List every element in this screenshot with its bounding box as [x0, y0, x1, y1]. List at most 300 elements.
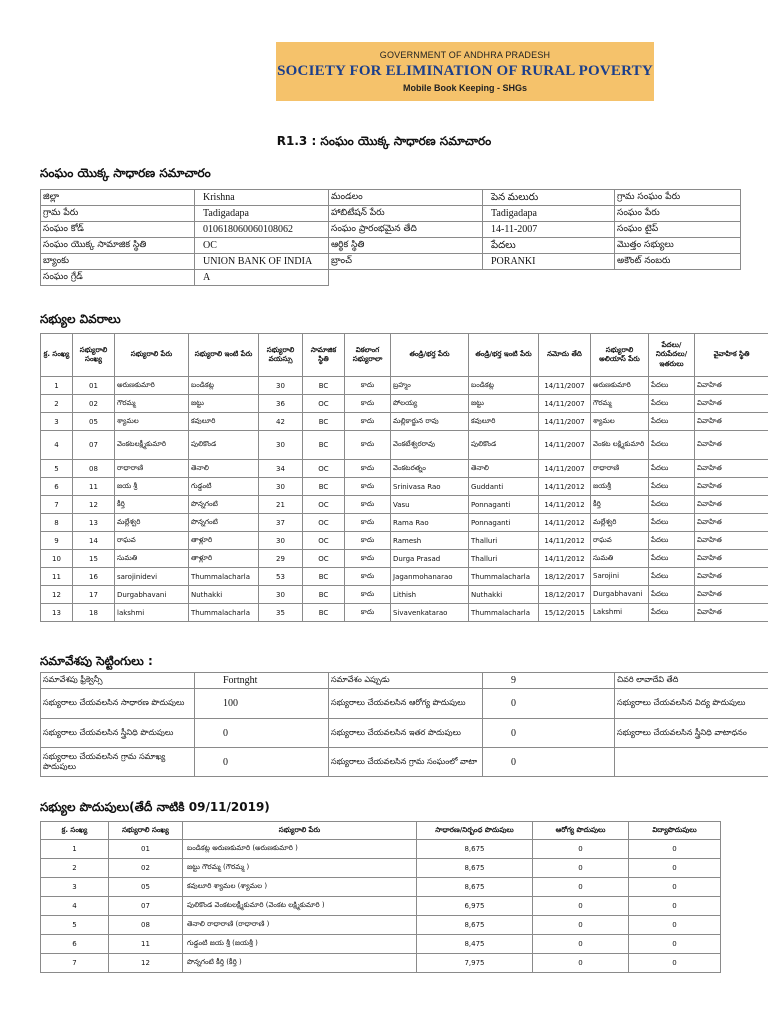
- savings-row: [41, 916, 721, 935]
- member-cell: తాళ్లూరి: [189, 532, 259, 550]
- member-cell: OC: [303, 496, 345, 514]
- member-cell: 07: [73, 431, 115, 460]
- member-cell: పేదలు: [649, 514, 695, 532]
- member-cell: 9: [41, 532, 73, 550]
- info-label: సంఘం కోడ్: [41, 222, 195, 238]
- member-row: [41, 604, 768, 622]
- member-cell: వివాహిత: [695, 568, 768, 586]
- info-value: Tadigadapa: [195, 206, 329, 222]
- info-value: పేదలు: [483, 238, 615, 254]
- member-cell: 18/12/2017: [539, 568, 591, 586]
- savings-cell: 8,675: [417, 859, 533, 878]
- member-cell: పేదలు: [649, 496, 695, 514]
- member-cell: Sivavenkatarao: [391, 604, 469, 622]
- member-row: [41, 431, 768, 460]
- savings-cell: తెనాలి రాధారాణి (రాధారాణి ): [183, 916, 417, 935]
- member-cell: గుడ్డంటి: [189, 478, 259, 496]
- member-cell: సుమతి: [591, 550, 649, 568]
- savings-cell: 7,975: [417, 954, 533, 973]
- member-cell: 14/11/2007: [539, 431, 591, 460]
- savings-column-header: క్ర. సంఖ్య: [41, 822, 109, 840]
- member-row: [41, 377, 768, 395]
- members-column-header: తండ్రి/భర్త పేరు: [391, 334, 469, 377]
- savings-column-header: ఆరోగ్య పొదుపులు: [533, 822, 629, 840]
- meeting-label: సమావేశం ఎప్పుడు: [329, 673, 483, 689]
- savings-cell: 0: [629, 954, 721, 973]
- savings-cell: 8,675: [417, 878, 533, 897]
- info-value: 14-11-2007: [483, 222, 615, 238]
- member-cell: కవులూరి: [469, 413, 539, 431]
- member-cell: 14/11/2012: [539, 514, 591, 532]
- member-cell: 30: [259, 586, 303, 604]
- member-row: [41, 532, 768, 550]
- member-cell: కీర్తి: [115, 496, 189, 514]
- member-cell: BC: [303, 377, 345, 395]
- member-cell: BC: [303, 604, 345, 622]
- member-cell: Sarojini: [591, 568, 649, 586]
- savings-cell: 8,475: [417, 935, 533, 954]
- member-row: [41, 550, 768, 568]
- meeting-row: [41, 689, 768, 719]
- member-cell: కాదు: [345, 568, 391, 586]
- savings-column-header: విద్యాపొదుపులు: [629, 822, 721, 840]
- member-cell: పేదలు: [649, 460, 695, 478]
- member-cell: కాదు: [345, 395, 391, 413]
- member-cell: వివాహిత: [695, 604, 768, 622]
- member-cell: పేదలు: [649, 604, 695, 622]
- grade-value: A: [195, 270, 329, 286]
- member-cell: Rama Rao: [391, 514, 469, 532]
- members-column-header: సభ్యురాలి సంఖ్య: [73, 334, 115, 377]
- savings-cell: 05: [109, 878, 183, 897]
- member-cell: వివాహిత: [695, 532, 768, 550]
- meeting-value: 100: [195, 689, 329, 719]
- member-cell: వెంకటలక్ష్మీకుమారి: [115, 431, 189, 460]
- info-value: OC: [195, 238, 329, 254]
- savings-cell: 4: [41, 897, 109, 916]
- meeting-value: Fortnght: [195, 673, 329, 689]
- member-cell: గౌరమ్మ: [115, 395, 189, 413]
- member-cell: 14/11/2007: [539, 377, 591, 395]
- member-cell: పేదలు: [649, 413, 695, 431]
- savings-column-header: సభ్యురాలి సంఖ్య: [109, 822, 183, 840]
- member-cell: 35: [259, 604, 303, 622]
- member-cell: 36: [259, 395, 303, 413]
- savings-cell: 3: [41, 878, 109, 897]
- savings-cell: 0: [629, 897, 721, 916]
- member-cell: 11: [73, 478, 115, 496]
- info-row-grade: [41, 270, 741, 286]
- info-value: Tadigadapa: [483, 206, 615, 222]
- member-cell: 08: [73, 460, 115, 478]
- savings-cell: పులికొండ వెంకటలక్ష్మీకుమారి (వెంకట లక్ష్మికుమారి ): [183, 897, 417, 916]
- member-cell: శ్యామల: [115, 413, 189, 431]
- members-column-header: సభ్యురాలి వయస్సు: [259, 334, 303, 377]
- savings-cell: 08: [109, 916, 183, 935]
- savings-cell: 5: [41, 916, 109, 935]
- member-cell: కాదు: [345, 413, 391, 431]
- meeting-label: సభ్యురాలు చేయవలసిన గ్రామ సంఘంలో వాటా: [329, 748, 483, 777]
- members-column-header: పేదలు/ నిరుపేదలు/ ఇతరులు: [649, 334, 695, 377]
- members-column-header: సామాజిక స్థితి: [303, 334, 345, 377]
- info-row: [41, 238, 741, 254]
- savings-cell: 07: [109, 897, 183, 916]
- member-cell: BC: [303, 586, 345, 604]
- member-cell: కాదు: [345, 478, 391, 496]
- meeting-value: 0: [483, 748, 615, 777]
- member-cell: 15/12/2015: [539, 604, 591, 622]
- member-cell: 01: [73, 377, 115, 395]
- member-cell: జట్టు: [469, 395, 539, 413]
- member-cell: 14/11/2012: [539, 478, 591, 496]
- member-cell: బండికట్ల: [469, 377, 539, 395]
- member-cell: 14/11/2007: [539, 460, 591, 478]
- member-cell: BC: [303, 568, 345, 586]
- members-column-header: తండ్రి/భర్త ఇంటి పేరు: [469, 334, 539, 377]
- meeting-label: [615, 748, 768, 777]
- savings-heading: సభ్యుల పొదుపులు(తేదీ నాటికి 09/11/2019): [40, 800, 270, 814]
- savings-cell: 0: [629, 935, 721, 954]
- savings-cell: జట్టు గౌరమ్మ (గౌరమ్మ ): [183, 859, 417, 878]
- member-cell: 13: [41, 604, 73, 622]
- meeting-row: [41, 719, 768, 748]
- savings-cell: బండికట్ల అరుణకుమారి (అరుణకుమారి ): [183, 840, 417, 859]
- info-label: హాబిటేషన్ పేరు: [329, 206, 483, 222]
- savings-cell: 8,675: [417, 840, 533, 859]
- member-cell: Nuthakki: [469, 586, 539, 604]
- member-cell: వివాహిత: [695, 395, 768, 413]
- info-label: జిల్లా: [41, 190, 195, 206]
- savings-cell: 0: [629, 916, 721, 935]
- member-cell: 29: [259, 550, 303, 568]
- member-cell: వివాహిత: [695, 496, 768, 514]
- savings-cell: 2: [41, 859, 109, 878]
- banner-subtitle: Mobile Book Keeping - SHGs: [402, 83, 527, 93]
- member-cell: 8: [41, 514, 73, 532]
- member-cell: 14/11/2007: [539, 413, 591, 431]
- member-row: [41, 413, 768, 431]
- member-cell: కవులూరి: [189, 413, 259, 431]
- member-cell: 14/11/2007: [539, 395, 591, 413]
- savings-cell: 0: [533, 840, 629, 859]
- member-cell: వెంకటేశ్వరరావు: [391, 431, 469, 460]
- info-row: [41, 254, 741, 270]
- members-column-header: క్ర. సంఖ్య: [41, 334, 73, 377]
- info-value: Krishna: [195, 190, 329, 206]
- meeting-label: సభ్యురాలు చేయవలసిన స్త్రీనిధి వాటాధనం: [615, 719, 768, 748]
- savings-cell: 6,975: [417, 897, 533, 916]
- member-cell: OC: [303, 550, 345, 568]
- savings-cell: 11: [109, 935, 183, 954]
- savings-cell: 1: [41, 840, 109, 859]
- member-cell: 2: [41, 395, 73, 413]
- member-cell: కాదు: [345, 532, 391, 550]
- savings-cell: 02: [109, 859, 183, 878]
- member-cell: Jaganmohanarao: [391, 568, 469, 586]
- member-cell: పేదలు: [649, 478, 695, 496]
- savings-cell: 6: [41, 935, 109, 954]
- member-cell: 13: [73, 514, 115, 532]
- savings-column-header: సాధారణ/నిర్బంధ పొదుపులు: [417, 822, 533, 840]
- member-cell: కీర్తి: [591, 496, 649, 514]
- savings-cell: 7: [41, 954, 109, 973]
- member-cell: 4: [41, 431, 73, 460]
- member-cell: 05: [73, 413, 115, 431]
- member-cell: 14/11/2012: [539, 550, 591, 568]
- member-cell: 10: [41, 550, 73, 568]
- member-cell: పేదలు: [649, 586, 695, 604]
- member-cell: Nuthakki: [189, 586, 259, 604]
- member-row: [41, 586, 768, 604]
- member-cell: Thummalacharla: [469, 568, 539, 586]
- savings-cell: 0: [533, 859, 629, 878]
- info-value: 010618060060108062: [195, 222, 329, 238]
- member-cell: రాధారాణి: [591, 460, 649, 478]
- member-cell: కాదు: [345, 514, 391, 532]
- member-cell: వివాహిత: [695, 413, 768, 431]
- savings-column-header: సభ్యురాలి పేరు: [183, 822, 417, 840]
- info-label: అకౌంట్ నంబరు: [615, 254, 741, 270]
- member-cell: వివాహిత: [695, 586, 768, 604]
- member-cell: 37: [259, 514, 303, 532]
- member-cell: కాదు: [345, 586, 391, 604]
- member-cell: పేదలు: [649, 532, 695, 550]
- meeting-label: సభ్యురాలు చేయవలసిన స్త్రీనిధి పొదుపులు: [41, 719, 195, 748]
- grade-label: సంఘం గ్రేడ్: [41, 270, 195, 286]
- member-cell: 14/11/2012: [539, 532, 591, 550]
- member-cell: అరుణకుమారి: [591, 377, 649, 395]
- meeting-settings-heading: సమావేశపు సెట్టింగులు :: [40, 654, 153, 668]
- savings-row: [41, 840, 721, 859]
- member-row: [41, 568, 768, 586]
- member-cell: వివాహిత: [695, 478, 768, 496]
- savings-cell: గుడ్డంటి జయ శ్రీ (జయశ్రీ ): [183, 935, 417, 954]
- member-cell: 17: [73, 586, 115, 604]
- member-cell: పేదలు: [649, 568, 695, 586]
- member-cell: జట్టు: [189, 395, 259, 413]
- banner-government: GOVERNMENT OF ANDHRA PRADESH: [379, 50, 551, 60]
- meeting-label: సభ్యురాలు చేయవలసిన గ్రామ సమాఖ్య పొదుపులు: [41, 748, 195, 777]
- info-label: సంఘం టైప్: [615, 222, 741, 238]
- sherp-banner: [276, 42, 654, 101]
- savings-row: [41, 954, 721, 973]
- member-cell: 14: [73, 532, 115, 550]
- member-row: [41, 478, 768, 496]
- member-cell: రాఘవ: [591, 532, 649, 550]
- member-cell: Ramesh: [391, 532, 469, 550]
- savings-cell: కవులూరి శ్యామల (శ్యామల ): [183, 878, 417, 897]
- member-cell: Lakshmi: [591, 604, 649, 622]
- meeting-value: 0: [483, 689, 615, 719]
- member-cell: BC: [303, 478, 345, 496]
- savings-row: [41, 897, 721, 916]
- members-column-header: సభ్యురాలి ఇంటి పేరు: [189, 334, 259, 377]
- member-cell: lakshmi: [115, 604, 189, 622]
- meeting-label: సభ్యురాలు చేయవలసిన విద్య పొదుపులు: [615, 689, 768, 719]
- savings-cell: 8,675: [417, 916, 533, 935]
- savings-cell: 0: [533, 878, 629, 897]
- info-value: పెన మలురు: [483, 190, 615, 206]
- member-cell: తాళ్లూరి: [189, 550, 259, 568]
- info-label: ఆర్థిక స్థితి: [329, 238, 483, 254]
- member-cell: 14/11/2012: [539, 496, 591, 514]
- savings-cell: 0: [533, 954, 629, 973]
- info-row: [41, 190, 741, 206]
- member-cell: Vasu: [391, 496, 469, 514]
- info-label: బ్రాంచ్: [329, 254, 483, 270]
- member-cell: వివాహిత: [695, 431, 768, 460]
- member-cell: OC: [303, 532, 345, 550]
- member-cell: బ్రహ్మం: [391, 377, 469, 395]
- members-column-header: వికలాంగ సభ్యురాలా: [345, 334, 391, 377]
- member-cell: Thummalacharla: [189, 604, 259, 622]
- members-heading: సభ్యుల వివరాలు: [40, 312, 121, 326]
- member-cell: బండికట్ల: [189, 377, 259, 395]
- member-cell: 02: [73, 395, 115, 413]
- info-label: మొత్తం సభ్యులు: [615, 238, 741, 254]
- banner-society: SOCIETY FOR ELIMINATION OF RURAL POVERTY: [277, 63, 653, 79]
- member-cell: Durgabhavani: [591, 586, 649, 604]
- member-cell: Thalluri: [469, 532, 539, 550]
- meeting-label: సభ్యురాలు చేయవలసిన సాధారణ పొదుపులు: [41, 689, 195, 719]
- member-cell: Guddanti: [469, 478, 539, 496]
- meeting-label: చివరి లావాదేవి తేది: [615, 673, 768, 689]
- member-cell: Lithish: [391, 586, 469, 604]
- savings-cell: 0: [533, 897, 629, 916]
- member-cell: Srinivasa Rao: [391, 478, 469, 496]
- member-cell: కాదు: [345, 550, 391, 568]
- member-cell: కాదు: [345, 377, 391, 395]
- savings-table: [40, 821, 721, 973]
- member-cell: 6: [41, 478, 73, 496]
- meeting-row: [41, 673, 768, 689]
- info-row: [41, 206, 741, 222]
- member-cell: 11: [41, 568, 73, 586]
- member-cell: 18: [73, 604, 115, 622]
- member-cell: 34: [259, 460, 303, 478]
- info-label: గ్రామ సంఘం పేరు: [615, 190, 741, 206]
- meeting-label: సభ్యురాలు చేయవలసిన ఇతర పొదుపులు: [329, 719, 483, 748]
- member-cell: కాదు: [345, 431, 391, 460]
- member-cell: పోలయ్య: [391, 395, 469, 413]
- member-cell: 18/12/2017: [539, 586, 591, 604]
- member-cell: రాఘవ: [115, 532, 189, 550]
- member-row: [41, 496, 768, 514]
- member-cell: పేదలు: [649, 395, 695, 413]
- savings-cell: పొన్నగంటి కీర్తి (కీర్తి ): [183, 954, 417, 973]
- info-label: సంఘం పేరు: [615, 206, 741, 222]
- member-cell: BC: [303, 413, 345, 431]
- member-cell: 30: [259, 532, 303, 550]
- member-cell: పులికొండ: [189, 431, 259, 460]
- meeting-value: 9: [483, 673, 615, 689]
- member-cell: 12: [41, 586, 73, 604]
- members-column-header: సభ్యురాలి అలియాస్ పేరు: [591, 334, 649, 377]
- savings-row: [41, 935, 721, 954]
- members-column-header: వైవాహిక స్థితి: [695, 334, 768, 377]
- member-cell: 30: [259, 478, 303, 496]
- info-value: PORANKI: [483, 254, 615, 270]
- info-label: మండలం: [329, 190, 483, 206]
- member-cell: OC: [303, 395, 345, 413]
- member-cell: మల్లేశ్వరి: [115, 514, 189, 532]
- member-cell: 30: [259, 377, 303, 395]
- meeting-label: సభ్యురాలు చేయవలసిన ఆరోగ్య పొదుపులు: [329, 689, 483, 719]
- meeting-settings-table: [40, 672, 768, 777]
- members-column-header: సభ్యురాలి పేరు: [115, 334, 189, 377]
- member-cell: వివాహిత: [695, 460, 768, 478]
- report-title: R1.3 : సంఘం యొక్క సాధారణ సమాచారం: [276, 134, 492, 148]
- member-cell: జయశ్రీ: [591, 478, 649, 496]
- member-cell: Thummalacharla: [469, 604, 539, 622]
- info-label: బ్యాంకు: [41, 254, 195, 270]
- member-cell: 16: [73, 568, 115, 586]
- member-cell: 5: [41, 460, 73, 478]
- member-cell: పొన్నగంటి: [189, 496, 259, 514]
- member-cell: 7: [41, 496, 73, 514]
- meeting-value: 0: [195, 748, 329, 777]
- member-cell: Durgabhavani: [115, 586, 189, 604]
- member-cell: 15: [73, 550, 115, 568]
- info-label: సంఘం ప్రారంభమైన తేది: [329, 222, 483, 238]
- savings-cell: 0: [533, 916, 629, 935]
- info-label: గ్రామ పేరు: [41, 206, 195, 222]
- member-cell: వెంకటరత్నం: [391, 460, 469, 478]
- member-cell: పేదలు: [649, 377, 695, 395]
- member-cell: వివాహిత: [695, 514, 768, 532]
- member-cell: కాదు: [345, 460, 391, 478]
- info-value: UNION BANK OF INDIA: [195, 254, 329, 270]
- member-cell: OC: [303, 514, 345, 532]
- member-cell: పేదలు: [649, 431, 695, 460]
- member-cell: జయ శ్రీ: [115, 478, 189, 496]
- member-cell: మల్లేశ్వరి: [591, 514, 649, 532]
- savings-cell: 0: [629, 859, 721, 878]
- member-cell: రాధారాణి: [115, 460, 189, 478]
- member-cell: కాదు: [345, 604, 391, 622]
- member-cell: వివాహిత: [695, 377, 768, 395]
- meeting-label: సమావేశపు ఫ్రీక్వెన్సీ: [41, 673, 195, 689]
- info-row: [41, 222, 741, 238]
- member-row: [41, 514, 768, 532]
- members-column-header: నమోదు తేది: [539, 334, 591, 377]
- member-cell: తెనాలి: [189, 460, 259, 478]
- member-cell: 53: [259, 568, 303, 586]
- member-cell: 42: [259, 413, 303, 431]
- member-cell: పేదలు: [649, 550, 695, 568]
- meeting-value: 0: [195, 719, 329, 748]
- member-cell: Thummalacharla: [189, 568, 259, 586]
- savings-cell: 0: [629, 878, 721, 897]
- member-cell: శ్యామల: [591, 413, 649, 431]
- member-cell: వివాహిత: [695, 550, 768, 568]
- members-table: [40, 333, 768, 622]
- general-info-table: [40, 189, 741, 286]
- member-cell: 30: [259, 431, 303, 460]
- member-cell: OC: [303, 460, 345, 478]
- member-cell: 21: [259, 496, 303, 514]
- member-cell: Durga Prasad: [391, 550, 469, 568]
- member-cell: గౌరమ్మ: [591, 395, 649, 413]
- savings-cell: 12: [109, 954, 183, 973]
- empty-cell: [329, 270, 741, 286]
- member-cell: మల్లికార్జున రావు: [391, 413, 469, 431]
- savings-cell: 0: [533, 935, 629, 954]
- savings-row: [41, 878, 721, 897]
- savings-cell: 01: [109, 840, 183, 859]
- savings-row: [41, 859, 721, 878]
- member-cell: పులికొండ: [469, 431, 539, 460]
